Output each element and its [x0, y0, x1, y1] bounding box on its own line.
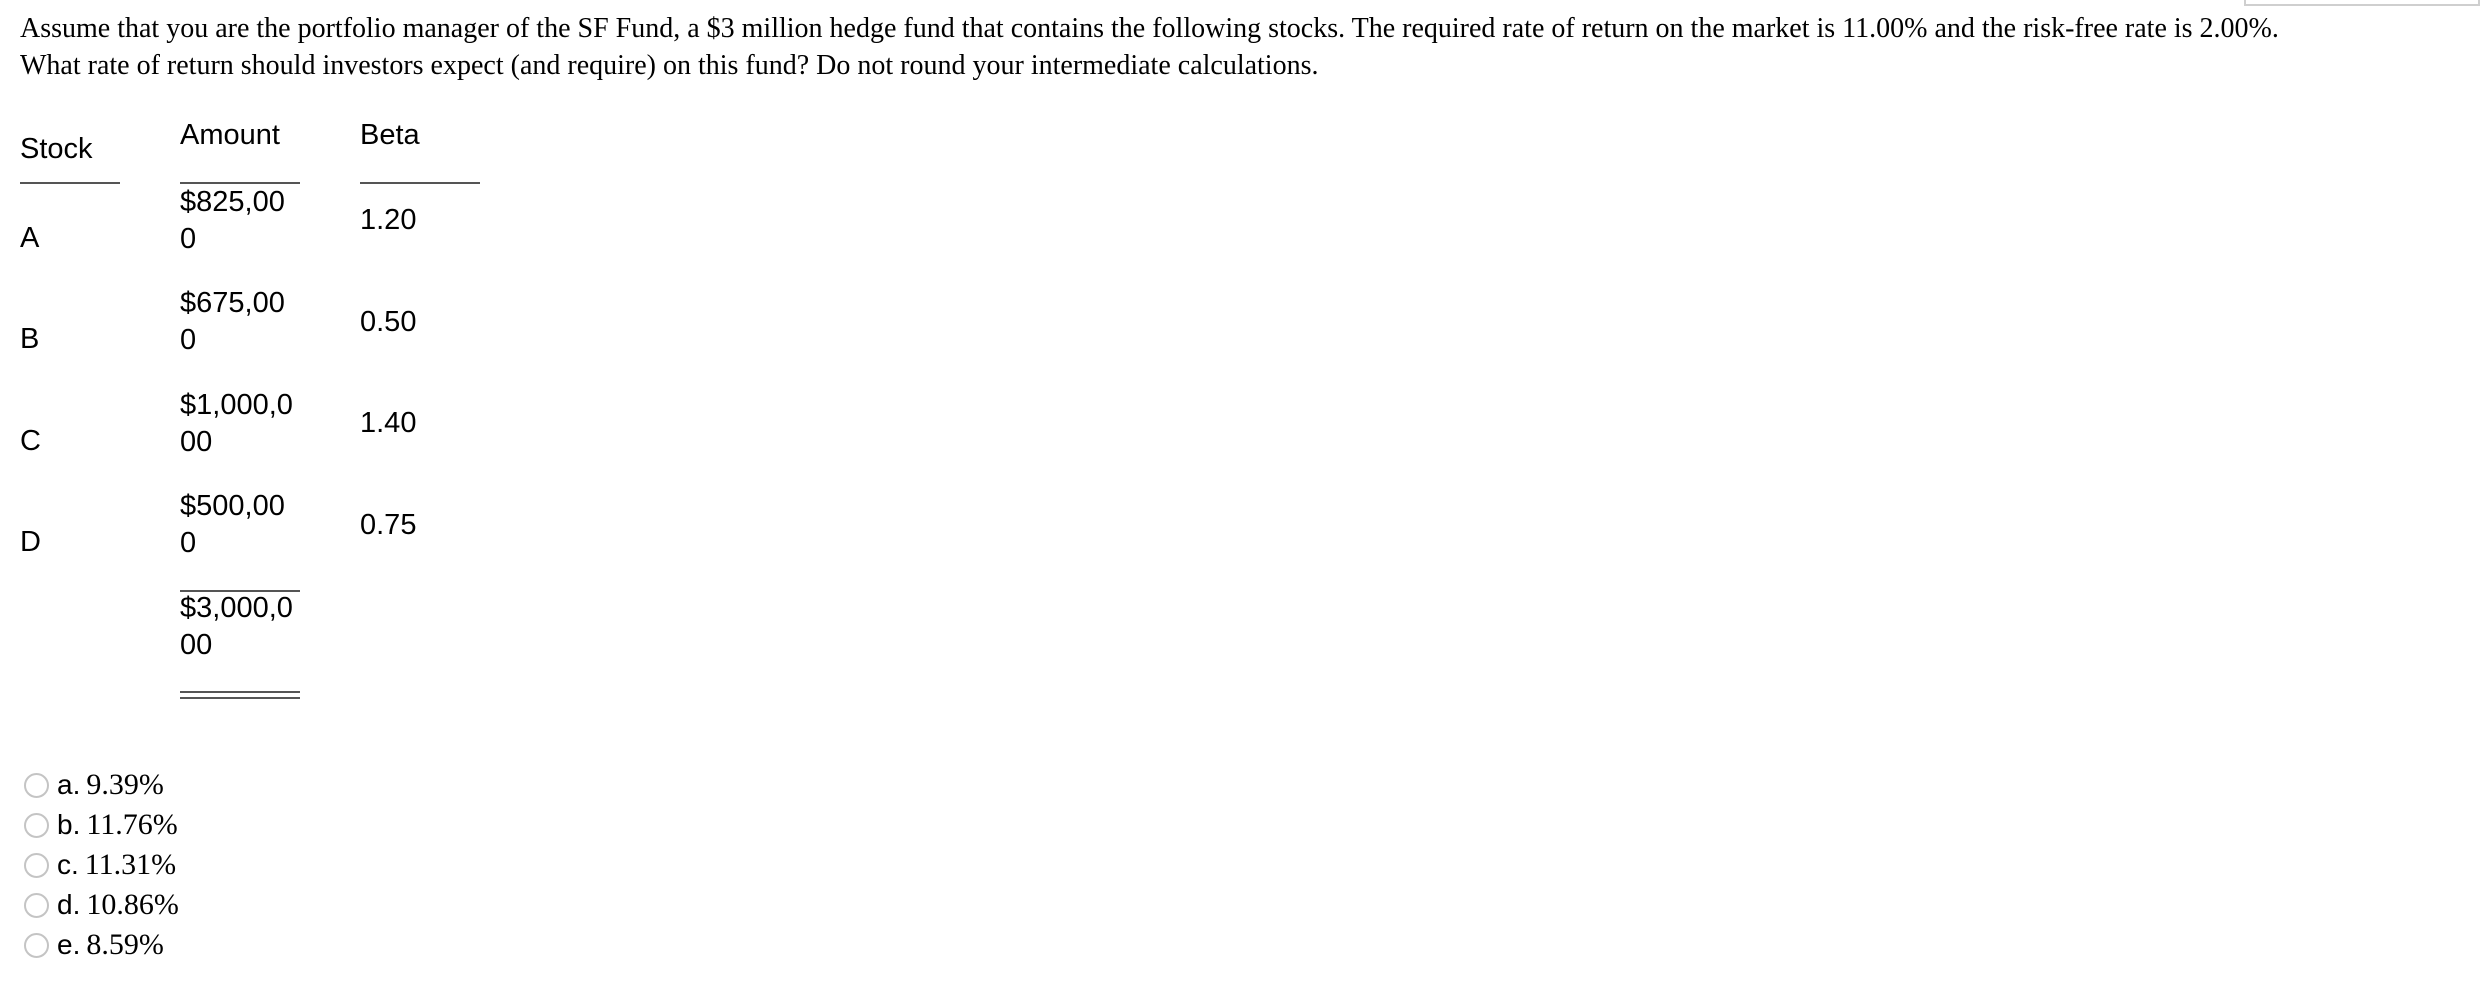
stock-cell: B [20, 323, 40, 355]
stock-cell: C [20, 425, 41, 457]
amount-cell-line2: 0 [180, 223, 197, 255]
option-value: 8.59% [86, 928, 164, 961]
option-letter: e. [57, 929, 81, 960]
option-c[interactable] [24, 845, 179, 885]
question-text [20, 10, 2460, 84]
amount-cell-line2: 0 [180, 527, 197, 559]
radio-button[interactable] [24, 933, 49, 958]
header-beta: Beta [360, 119, 420, 151]
beta-cell: 1.20 [360, 204, 417, 236]
total-amount-line2: 00 [180, 629, 213, 661]
header-rule-beta [360, 182, 480, 184]
beta-cell: 0.50 [360, 306, 417, 338]
question-line-1: Assume that you are the portfolio manager of the SF Fund, a $3 million hedge fund that contains the following stocks. The required rate of return on the market is 11.00% and the risk-free rate is 2.00%. [20, 13, 2279, 44]
option-letter: c. [57, 849, 79, 880]
corner-frame [2244, 0, 2480, 6]
amount-cell-line2: 00 [180, 426, 213, 458]
radio-button[interactable] [24, 773, 49, 798]
answer-options [24, 765, 179, 965]
option-a[interactable] [24, 765, 179, 805]
option-letter: d. [57, 889, 81, 920]
header-rule-stock [20, 182, 120, 184]
option-b[interactable] [24, 805, 179, 845]
question-line-2: What rate of return should investors expect (and require) on this fund? Do not round your intermediate calculations. [20, 50, 1319, 81]
amount-cell-line1: $825,00 [180, 186, 285, 218]
stock-cell: D [20, 526, 41, 558]
radio-button[interactable] [24, 853, 49, 878]
option-value: 9.39% [86, 768, 164, 801]
amount-cell-line2: 0 [180, 324, 197, 356]
total-double-rule [180, 691, 300, 699]
header-stock: Stock [20, 133, 93, 165]
amount-cell-line1: $1,000,0 [180, 389, 293, 421]
header-amount: Amount [180, 119, 280, 151]
option-value: 11.76% [86, 808, 178, 841]
option-e[interactable] [24, 925, 179, 965]
option-letter: b. [57, 809, 81, 840]
option-value: 10.86% [86, 888, 179, 921]
radio-button[interactable] [24, 813, 49, 838]
option-value: 11.31% [84, 848, 177, 881]
beta-cell: 1.40 [360, 407, 417, 439]
total-amount-line1: $3,000,0 [180, 592, 293, 624]
stock-cell: A [20, 222, 40, 254]
option-letter: a. [57, 769, 81, 800]
amount-cell-line1: $675,00 [180, 287, 285, 319]
option-d[interactable] [24, 885, 179, 925]
amount-cell-line1: $500,00 [180, 490, 285, 522]
beta-cell: 0.75 [360, 509, 417, 541]
radio-button[interactable] [24, 893, 49, 918]
